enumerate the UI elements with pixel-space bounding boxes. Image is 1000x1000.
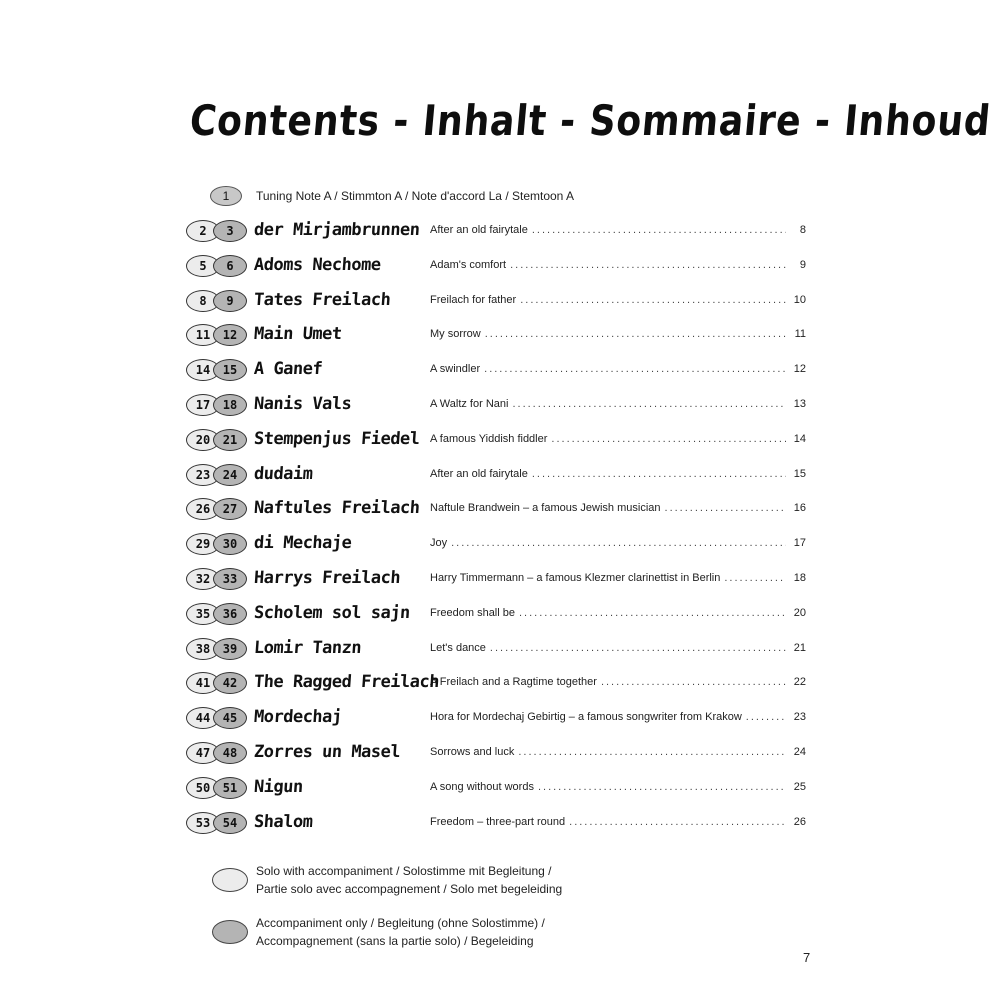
accompaniment-track-badge: 18 <box>213 394 247 416</box>
track-numbers <box>186 427 248 451</box>
song-description-row <box>430 398 806 410</box>
dot-leader <box>518 746 786 758</box>
solo-track-badge: 26 <box>186 498 220 520</box>
solo-track-badge: 20 <box>186 429 220 451</box>
song-title: Zorres un Masel <box>253 742 401 762</box>
solo-track-badge: 32 <box>186 568 220 590</box>
song-description-row <box>430 642 806 654</box>
song-description: Joy <box>430 537 448 550</box>
solo-track-badge: 44 <box>186 707 220 729</box>
toc-entry <box>186 740 806 764</box>
solo-track-badge: 14 <box>186 359 220 381</box>
song-title: Lomir Tanzn <box>253 637 362 658</box>
accompaniment-track-badge: 30 <box>213 533 247 555</box>
solo-track-badge: 47 <box>186 742 220 764</box>
dot-leader <box>484 363 786 375</box>
dot-leader <box>746 711 786 723</box>
accompaniment-track-badge: 39 <box>213 638 247 660</box>
song-page-number: 22 <box>793 676 806 689</box>
toc-entry <box>186 775 806 799</box>
song-description: A Waltz for Nani <box>430 398 509 410</box>
song-description: A swindler <box>430 363 481 376</box>
song-page-number: 11 <box>794 328 806 341</box>
song-title: Naftules Freilach <box>253 498 421 519</box>
accompaniment-oval-icon <box>212 920 248 944</box>
track-numbers <box>186 462 248 486</box>
solo-track-badge: 5 <box>186 255 220 277</box>
dot-leader <box>519 607 786 619</box>
song-description: Harry Timmermann – a famous Klezmer clarinettist in Berlin <box>430 572 721 584</box>
track-numbers <box>186 775 248 799</box>
song-description: Naftule Brandwein – a famous Jewish musician <box>430 502 661 515</box>
toc-entry <box>186 601 806 625</box>
accompaniment-track-badge: 36 <box>213 603 247 625</box>
solo-track-badge: 29 <box>186 533 220 555</box>
song-title: The Ragged Freilach <box>253 672 440 693</box>
solo-oval-icon <box>212 868 248 892</box>
song-description-row <box>430 294 806 306</box>
song-description: A famous Yiddish fiddler <box>430 432 548 445</box>
accompaniment-track-badge: 33 <box>213 568 247 590</box>
song-title: Stempenjus Fiedel <box>253 428 421 449</box>
legend-solo <box>212 862 562 898</box>
toc-entry <box>186 218 806 242</box>
toc-entry <box>186 322 806 346</box>
toc-entry <box>186 288 806 312</box>
song-page-number: 26 <box>793 815 806 828</box>
track-numbers <box>186 392 248 416</box>
toc-entry <box>186 705 806 729</box>
accompaniment-track-badge: 6 <box>213 255 247 277</box>
song-page-number: 8 <box>799 224 806 236</box>
dot-leader <box>451 537 786 549</box>
solo-track-badge: 53 <box>186 812 220 834</box>
song-description-row <box>430 572 806 584</box>
song-title: Shalom <box>253 811 314 832</box>
track-numbers <box>186 810 248 834</box>
song-description: Freedom shall be <box>430 606 515 619</box>
song-description-row <box>430 781 806 793</box>
toc-entry <box>186 253 806 277</box>
song-description-row <box>430 433 806 445</box>
dot-leader <box>512 398 786 410</box>
accompaniment-track-badge: 21 <box>213 429 247 451</box>
toc-entry <box>186 636 806 660</box>
track-numbers <box>186 218 248 242</box>
song-description: Sorrows and luck <box>430 746 515 758</box>
dot-leader <box>532 224 786 236</box>
tuning-note-label: Tuning Note A / Stimmton A / Note d'accord La / Stemtoon A <box>256 189 575 203</box>
track-numbers <box>186 357 248 381</box>
song-title: di Mechaje <box>253 533 353 554</box>
toc-entry <box>186 427 806 451</box>
song-page-number: 9 <box>799 258 806 271</box>
song-title: Nigun <box>253 776 304 797</box>
dot-leader <box>510 259 786 271</box>
dot-leader <box>532 468 786 480</box>
accompaniment-track-badge: 51 <box>213 777 247 799</box>
accompaniment-track-badge: 54 <box>213 812 247 834</box>
accompaniment-track-badge: 27 <box>213 498 247 520</box>
dot-leader <box>665 502 786 514</box>
song-description: Hora for Mordechaj Gebirtig – a famous songwriter from Krakow <box>430 711 742 724</box>
toc-entry <box>186 357 806 381</box>
song-title: Mordechaj <box>253 707 343 728</box>
song-page-number: 25 <box>793 780 806 793</box>
track-numbers <box>186 253 248 277</box>
song-title: Adoms Nechome <box>253 254 382 275</box>
song-title: A Ganef <box>253 359 323 380</box>
solo-track-badge: 41 <box>186 672 220 694</box>
song-page-number: 10 <box>793 293 806 306</box>
legend-solo-line1: Solo with accompaniment / Solostimme mit Begleitung / <box>256 864 552 878</box>
solo-track-badge: 2 <box>186 220 220 242</box>
solo-track-badge: 23 <box>186 464 220 486</box>
solo-track-badge: 8 <box>186 290 220 312</box>
track-numbers <box>186 288 248 312</box>
solo-track-badge: 50 <box>186 777 220 799</box>
dot-leader <box>538 781 786 793</box>
track-numbers <box>186 670 248 694</box>
song-title: Tates Freilach <box>253 289 391 310</box>
solo-track-badge: 35 <box>186 603 220 625</box>
dot-leader <box>520 294 786 306</box>
dot-leader <box>490 642 786 654</box>
song-description: My sorrow <box>430 328 481 341</box>
song-page-number: 12 <box>793 363 806 376</box>
song-description: Let's dance <box>430 641 486 654</box>
song-title: Nanis Vals <box>253 394 353 414</box>
tuning-note-row <box>210 186 574 206</box>
track-numbers <box>186 322 248 346</box>
page-title: Contents - Inhalt - Sommaire - Inhoud <box>187 96 994 145</box>
song-title: dudaim <box>253 463 314 484</box>
dot-leader <box>551 433 786 445</box>
legend-acc-line1: Accompaniment only / Begleitung (ohne Solostimme) / <box>256 916 545 930</box>
legend-acc-line2: Accompagnement (sans la partie solo) / Begeleiding <box>256 934 534 948</box>
accompaniment-track-badge: 15 <box>213 359 247 381</box>
track-numbers <box>186 531 248 555</box>
toc-entry <box>186 810 806 834</box>
toc-entry <box>186 531 806 555</box>
song-page-number: 20 <box>793 606 806 619</box>
accompaniment-track-badge: 12 <box>213 324 247 346</box>
toc-entry <box>186 566 806 590</box>
song-title: Scholem sol sajn <box>253 602 411 623</box>
accompaniment-track-badge: 42 <box>213 672 247 694</box>
page-number: 7 <box>803 950 811 965</box>
song-description-row <box>430 224 806 236</box>
accompaniment-track-badge: 24 <box>213 464 247 486</box>
song-description: After an old fairytale <box>430 224 528 236</box>
toc-entry <box>186 496 806 520</box>
song-description-row <box>430 328 806 340</box>
song-page-number: 24 <box>793 746 806 758</box>
song-description-row <box>430 363 806 375</box>
song-page-number: 13 <box>793 398 806 410</box>
song-description-row <box>430 607 806 619</box>
song-description-row <box>430 746 806 758</box>
accompaniment-track-badge: 3 <box>213 220 247 242</box>
toc-entry <box>186 392 806 416</box>
song-description-row <box>430 468 806 480</box>
accompaniment-track-badge: 48 <box>213 742 247 764</box>
dot-leader <box>485 328 786 340</box>
song-page-number: 15 <box>793 467 806 480</box>
song-description: Freedom – three-part round <box>430 815 566 828</box>
song-page-number: 17 <box>793 537 806 550</box>
song-page-number: 23 <box>793 711 806 724</box>
song-description-row <box>430 816 806 828</box>
song-page-number: 16 <box>793 502 806 515</box>
toc-entry <box>186 462 806 486</box>
song-description-row <box>430 711 806 723</box>
song-title: Harrys Freilach <box>253 568 401 588</box>
solo-track-badge: 17 <box>186 394 220 416</box>
track-numbers <box>186 636 248 660</box>
accompaniment-track-badge: 9 <box>213 290 247 312</box>
song-description-row <box>430 502 806 514</box>
song-description: Freilach for father <box>430 293 517 306</box>
tuning-track-badge: 1 <box>210 186 242 206</box>
toc-entry <box>186 670 806 694</box>
song-title: der Mirjambrunnen <box>253 220 421 240</box>
solo-track-badge: 11 <box>186 324 220 346</box>
track-numbers <box>186 496 248 520</box>
solo-track-badge: 38 <box>186 638 220 660</box>
legend-solo-line2: Partie solo avec accompagnement / Solo met begeleiding <box>256 882 563 896</box>
song-page-number: 14 <box>793 432 806 445</box>
song-description: Adam's comfort <box>430 258 507 271</box>
track-numbers <box>186 601 248 625</box>
song-title: Main Umet <box>253 324 343 345</box>
dot-leader <box>569 816 786 828</box>
track-numbers <box>186 566 248 590</box>
song-description-row <box>430 676 806 688</box>
song-description-row <box>430 537 806 549</box>
song-page-number: 18 <box>793 572 806 584</box>
accompaniment-track-badge: 45 <box>213 707 247 729</box>
song-page-number: 21 <box>793 641 806 654</box>
song-description-row <box>430 259 806 271</box>
track-numbers <box>186 740 248 764</box>
song-description: A Freilach and a Ragtime together <box>430 676 597 689</box>
song-description: After an old fairytale <box>430 467 528 480</box>
dot-leader <box>724 572 786 584</box>
dot-leader <box>601 676 786 688</box>
track-numbers <box>186 705 248 729</box>
legend-accompaniment <box>212 914 545 950</box>
song-description: A song without words <box>430 780 534 793</box>
